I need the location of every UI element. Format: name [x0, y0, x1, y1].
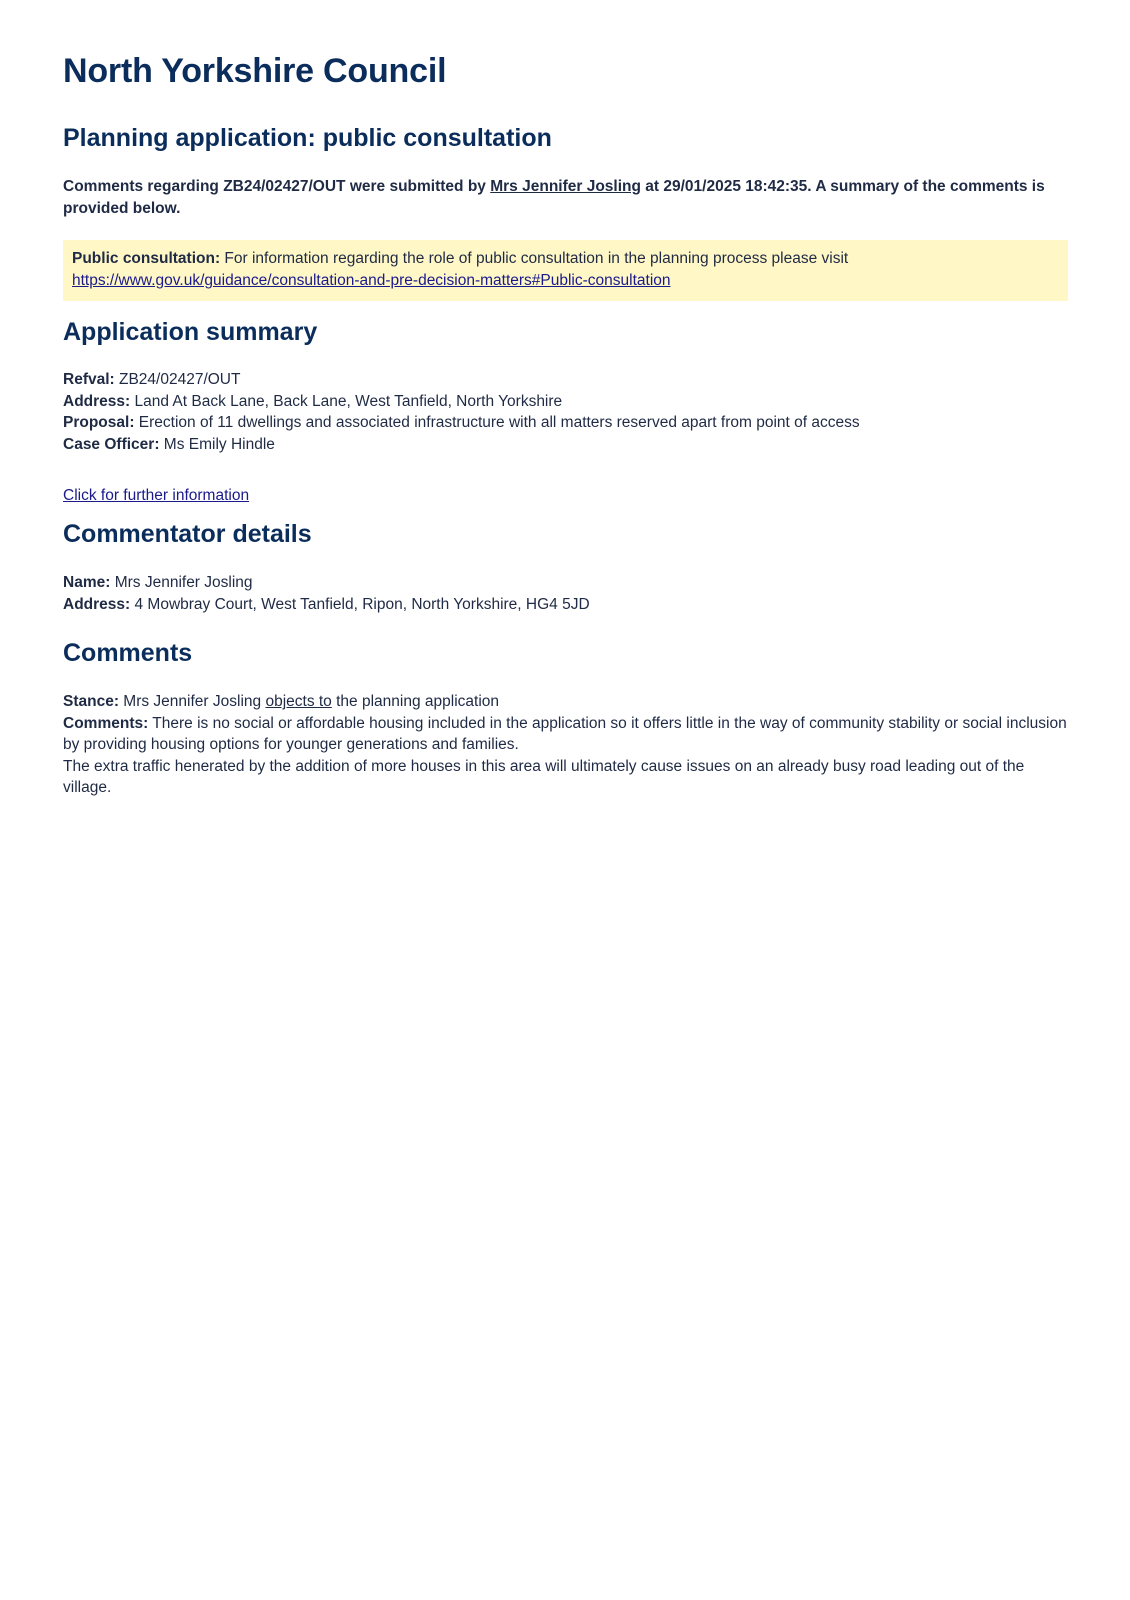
- commentator-address-label: Address:: [63, 595, 131, 613]
- commentator-details-heading: Commentator details: [63, 520, 312, 548]
- comments-label: Comments:: [63, 714, 149, 732]
- site-address-value: Land At Back Lane, Back Lane, West Tanfield, North Yorkshire: [130, 392, 563, 410]
- submitter-name-link[interactable]: Mrs Jennifer Josling: [490, 178, 641, 195]
- site-address-label: Address:: [63, 392, 131, 410]
- case-officer-label: Case Officer:: [63, 435, 160, 453]
- refval-value: ZB24/02427/OUT: [114, 371, 241, 388]
- stance-label: Stance:: [63, 693, 119, 710]
- intro-text-end: at 29/01/2025 18:42:35. A summary of the comments is provided below.: [63, 178, 1045, 217]
- comments-row: [63, 713, 1068, 756]
- submission-intro: [63, 176, 1068, 220]
- council-title: North Yorkshire Council: [63, 52, 447, 90]
- page-subtitle: Planning application: public consultation: [63, 124, 552, 152]
- application-summary-heading: Application summary: [63, 318, 318, 346]
- commentator-name-label: Name:: [63, 574, 111, 591]
- stance-verb: objects to: [265, 693, 332, 710]
- stance-row: [63, 691, 1068, 713]
- proposal-value: Erection of 11 dwellings and associated infrastructure with all matters reserved apart from point of access: [134, 414, 860, 431]
- consultation-guidance-link[interactable]: https://www.gov.uk/guidance/consultation-and-pre-decision-matters#Public-consultation: [72, 272, 671, 289]
- refval-label: Refval:: [63, 371, 115, 388]
- intro-text-start: Comments regarding ZB24/02427/OUT were submitted by: [63, 178, 491, 195]
- commentator-details: [63, 572, 1068, 615]
- stance-prefix: Mrs Jennifer Josling: [119, 693, 266, 710]
- comments-heading: Comments: [63, 639, 193, 667]
- comments-details: [63, 691, 1068, 799]
- stance-suffix: the planning application: [331, 693, 499, 710]
- commentator-address-value: 4 Mowbray Court, West Tanfield, Ripon, North Yorkshire, HG4 5JD: [130, 595, 590, 613]
- further-information-link[interactable]: Click for further information: [63, 487, 250, 504]
- commentator-name-value: Mrs Jennifer Josling: [110, 574, 253, 591]
- refval-row: [63, 369, 1068, 391]
- proposal-row: [63, 412, 1068, 434]
- case-officer-row: [63, 434, 1068, 456]
- application-summary-details: [63, 369, 1068, 455]
- case-officer-value: Ms Emily Hindle: [159, 435, 275, 453]
- public-consultation-notice: [63, 240, 1068, 301]
- commentator-address-row: [63, 594, 1068, 616]
- comments-text-2: The extra traffic henerated by the addition of more houses in this area will ultimately cause issues on an already busy road leading out of the village.: [63, 757, 1025, 796]
- site-address-row: [63, 391, 1068, 413]
- proposal-label: Proposal:: [63, 414, 135, 431]
- commentator-name-row: [63, 572, 1068, 594]
- notice-label: Public consultation:: [72, 250, 221, 267]
- notice-text: For information regarding the role of public consultation in the planning process please visit: [220, 250, 849, 267]
- comments-text: There is no social or affordable housing included in the application so it offers little in the way of community stability or social inclusion by providing housing options for younger generations and families.: [63, 714, 1067, 753]
- comments-row-2: [63, 756, 1068, 799]
